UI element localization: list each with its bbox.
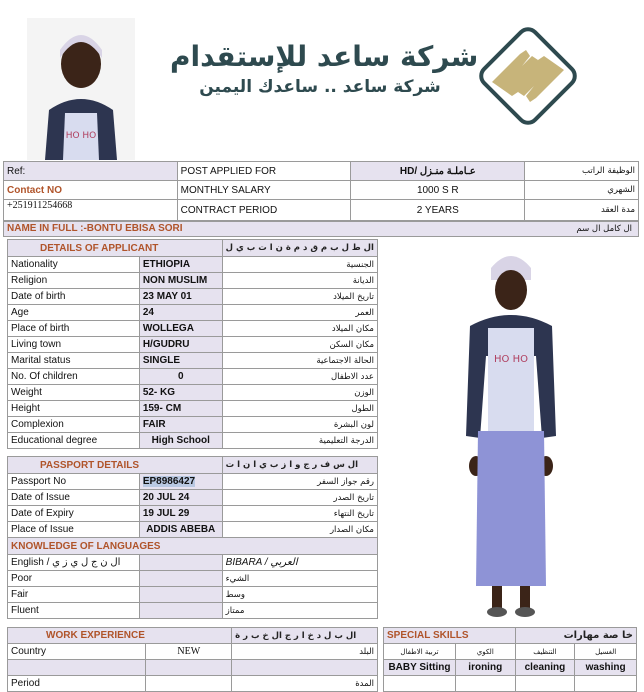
detail-label: No. Of children bbox=[8, 369, 140, 385]
skill-item: ironing bbox=[455, 660, 515, 676]
detail-value: 24 bbox=[139, 305, 222, 321]
detail-value: High School bbox=[139, 433, 222, 449]
passport-value: ADDIS ABEBA bbox=[139, 522, 222, 538]
detail-value: 159- CM bbox=[139, 401, 222, 417]
detail-label: Age bbox=[8, 305, 140, 321]
passport-value: 19 JUL 29 bbox=[139, 506, 222, 522]
detail-ar: الطول bbox=[222, 401, 377, 417]
detail-ar: مكان السكن bbox=[222, 337, 377, 353]
passport-title-ar: ال س ف ر ج و ا ز ب ي ا ن ا ت bbox=[222, 457, 377, 474]
detail-value: SINGLE bbox=[139, 353, 222, 369]
passport-label: Date of Expiry bbox=[8, 506, 140, 522]
details-title: DETAILS OF APPLICANT bbox=[8, 240, 223, 257]
contract-ar: مدة العقد bbox=[525, 200, 639, 221]
details-title-ar: ال ط ل ب م ق د م ة ن ا ت ب ي ل bbox=[222, 240, 377, 257]
detail-value: ETHIOPIA bbox=[139, 257, 222, 273]
language-value: وسط bbox=[222, 587, 377, 603]
post-ar: الوظيفة الراتب bbox=[525, 162, 639, 181]
detail-ar: مكان الميلاد bbox=[222, 321, 377, 337]
passport-ar: تاريخ الصدر bbox=[222, 490, 377, 506]
passport-ar: تاريخ النتهاء bbox=[222, 506, 377, 522]
work-table bbox=[7, 627, 378, 692]
passport-label: Date of Issue bbox=[8, 490, 140, 506]
passport-value: 20 JUL 24 bbox=[139, 490, 222, 506]
country-value: NEW bbox=[146, 644, 232, 660]
details-table bbox=[7, 239, 378, 619]
skill-ar: الغسيل bbox=[575, 644, 637, 660]
salary-value: 1000 S R bbox=[351, 181, 525, 200]
detail-ar: العمر bbox=[222, 305, 377, 321]
salary-ar: الشهري bbox=[525, 181, 639, 200]
ref-label: Ref: bbox=[4, 162, 178, 181]
company-name: شركة ساعد للإستقدام bbox=[170, 40, 479, 73]
skills-title: SPECIAL SKILLS bbox=[384, 628, 516, 644]
svg-text:HO HO: HO HO bbox=[494, 354, 528, 365]
passport-label: Passport No bbox=[8, 474, 140, 490]
detail-ar: الدرجة التعليمية bbox=[222, 433, 377, 449]
full-name: NAME IN FULL :-BONTU EBISA SORI bbox=[7, 223, 183, 234]
skill-ar: التنظيف bbox=[515, 644, 575, 660]
detail-label: Educational degree bbox=[8, 433, 140, 449]
period-label: Period bbox=[8, 676, 146, 692]
skill-item: cleaning bbox=[515, 660, 575, 676]
passport-label: Place of Issue bbox=[8, 522, 140, 538]
skills-table bbox=[383, 627, 637, 692]
detail-ar: الجنسية bbox=[222, 257, 377, 273]
language-label: English / ال ن ج ل ي ز ي bbox=[8, 555, 140, 571]
work-title-ar: ال ب ل د خ ا ر ج ال خ ب ر ة bbox=[232, 628, 378, 644]
work-title: WORK EXPERIENCE bbox=[8, 628, 232, 644]
country-ar: البلد bbox=[232, 644, 378, 660]
company-slogan: شركة ساعد .. ساعدك اليمين bbox=[199, 77, 441, 97]
full-name-bar bbox=[3, 221, 639, 237]
detail-ar: تاريخ الميلاد bbox=[222, 289, 377, 305]
detail-label: Height bbox=[8, 401, 140, 417]
skills-title-ar: خا صة مهارات bbox=[515, 628, 636, 644]
detail-value: 0 bbox=[139, 369, 222, 385]
detail-ar: الديانة bbox=[222, 273, 377, 289]
contact-label: Contact NO bbox=[4, 181, 178, 200]
detail-value: WOLLEGA bbox=[139, 321, 222, 337]
post-label: POST APPLIED FOR bbox=[177, 162, 351, 181]
language-value: الشيء bbox=[222, 571, 377, 587]
language-label: Fair bbox=[8, 587, 140, 603]
detail-value: FAIR bbox=[139, 417, 222, 433]
detail-label: Place of birth bbox=[8, 321, 140, 337]
post-value: HD/ عـاملـة منـزل bbox=[351, 162, 525, 181]
passport-ar: مكان الصدار bbox=[222, 522, 377, 538]
header-table bbox=[3, 161, 639, 221]
country-label: Country bbox=[8, 644, 146, 660]
portrait-photo bbox=[27, 18, 135, 160]
detail-label: Marital status bbox=[8, 353, 140, 369]
detail-label: Date of birth bbox=[8, 289, 140, 305]
skill-ar: الكوي bbox=[455, 644, 515, 660]
detail-ar: عدد الاطفال bbox=[222, 369, 377, 385]
detail-ar: الحالة الاجتماعية bbox=[222, 353, 377, 369]
skill-item: BABY Sitting bbox=[384, 660, 456, 676]
detail-value: 23 MAY 01 bbox=[139, 289, 222, 305]
salary-label: MONTHLY SALARY bbox=[177, 181, 351, 200]
phone-number: +251911254668 bbox=[4, 200, 178, 221]
detail-label: Living town bbox=[8, 337, 140, 353]
contract-value: 2 YEARS bbox=[351, 200, 525, 221]
skill-ar: تربية الاطفال bbox=[384, 644, 456, 660]
language-value: ممتاز bbox=[222, 603, 377, 619]
passport-title: PASSPORT DETAILS bbox=[8, 457, 223, 474]
passport-number: EP8986427 bbox=[142, 476, 196, 487]
language-label: Fluent bbox=[8, 603, 140, 619]
passport-ar: رقم جواز السفر bbox=[222, 474, 377, 490]
detail-value: 52- KG bbox=[139, 385, 222, 401]
language-label: Poor bbox=[8, 571, 140, 587]
detail-ar: الوزن bbox=[222, 385, 377, 401]
detail-label: Weight bbox=[8, 385, 140, 401]
svg-text:HO HO: HO HO bbox=[65, 131, 97, 141]
detail-value: NON MUSLIM bbox=[139, 273, 222, 289]
language-value: BIBARA / العربي bbox=[222, 555, 377, 571]
period-ar: المدة bbox=[232, 676, 378, 692]
full-name-ar: ال كامل ال سم bbox=[576, 224, 632, 234]
company-logo-text bbox=[170, 40, 479, 110]
contract-label: CONTRACT PERIOD bbox=[177, 200, 351, 221]
languages-title: KNOWLEDGE OF LANGUAGES bbox=[8, 538, 378, 555]
full-body-photo bbox=[446, 246, 576, 624]
detail-label: Nationality bbox=[8, 257, 140, 273]
skill-item: washing bbox=[575, 660, 637, 676]
helping-hands-logo bbox=[472, 20, 584, 132]
detail-label: Complexion bbox=[8, 417, 140, 433]
detail-label: Religion bbox=[8, 273, 140, 289]
detail-value: H/GUDRU bbox=[139, 337, 222, 353]
detail-ar: لون البشرة bbox=[222, 417, 377, 433]
